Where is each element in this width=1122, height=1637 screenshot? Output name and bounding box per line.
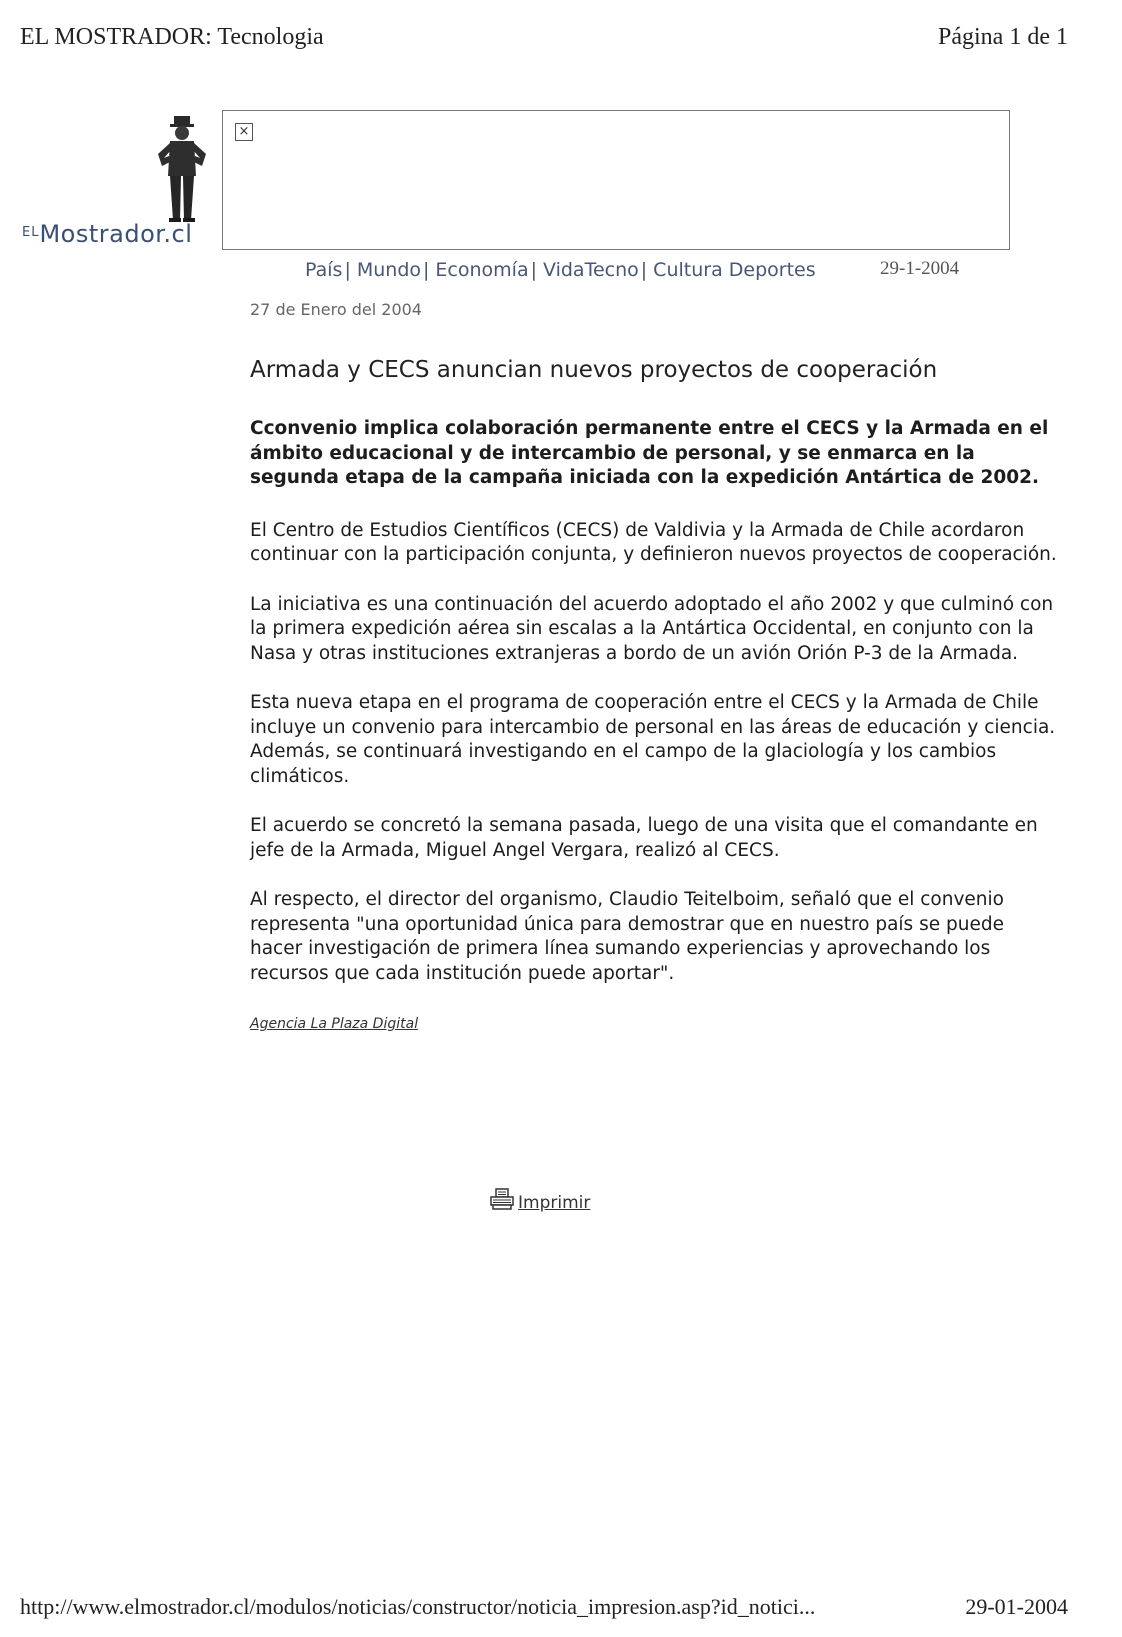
standing-man-figure-icon	[152, 114, 216, 226]
print-footer-date: 29-01-2004	[965, 1594, 1068, 1619]
logo-text	[22, 220, 192, 248]
print-button[interactable]	[490, 1188, 590, 1213]
article-paragraph: La iniciativa es una continuación del acuerdo adoptado el año 2002 y que culminó con la primera expedición aérea sin escalas a la Antártica Occidental, en conjunto con la Nasa y otras instituciones extranjeras a bordo de un avión Orión P-3 de la Armada.	[250, 593, 1054, 664]
logo-prefix: EL	[22, 225, 40, 240]
article-source-link[interactable]: Agencia La Plaza Digital	[250, 1016, 419, 1032]
main-nav	[305, 259, 816, 281]
article-date: 27 de Enero del 2004	[250, 300, 422, 319]
site-logo[interactable]	[22, 114, 216, 254]
nav-separator: |	[530, 259, 538, 281]
article-headline: Armada y CECS anuncian nuevos proyectos de cooperación	[250, 357, 938, 383]
article-paragraph: Esta nueva etapa en el programa de cooperación entre el CECS y la Armada de Chile incluye un convenio para intercambio de personal en las áreas de educación y ciencia. Además, se continuará investigando en el campo de la glaciología y los cambios climáticos.	[250, 692, 1056, 787]
article-paragraph: Al respecto, el director del organismo, Claudio Teitelboim, señaló que el convenio representa "una oportunidad única para demostrar que en nuestro país se puede hacer investigación de primera línea sumando experiencias y aprovechando los recursos que cada institución puede aportar".	[250, 889, 1004, 984]
article-lead: Cconvenio implica colaboración permanente entre el CECS y la Armada en el ámbito educacional y de intercambio de personal, y se enmarca en la segunda etapa de la campaña iniciada con la expedición Antártica de 2002.	[250, 418, 1049, 488]
nav-item-deportes[interactable]: Deportes	[728, 259, 816, 281]
nav-item-vidatecno[interactable]: VidaTecno	[543, 259, 639, 281]
nav-item-economia[interactable]: Economía	[435, 259, 529, 281]
nav-item-mundo[interactable]: Mundo	[356, 259, 422, 281]
article-paragraph: El Centro de Estudios Científicos (CECS) de Valdivia y la Armada de Chile acordaron continuar con la participación conjunta, y definieron nuevos proyectos de cooperación.	[250, 519, 1057, 565]
print-label: Imprimir	[518, 1193, 591, 1213]
stamp-date: 29-1-2004	[880, 258, 960, 279]
article	[250, 300, 1062, 1032]
nav-item-cultura[interactable]: Cultura	[653, 259, 723, 281]
nav-separator: |	[344, 259, 351, 281]
print-header-page-info: Página 1 de 1	[938, 24, 1068, 50]
article-paragraph: El acuerdo se concretó la semana pasada, luego de una visita que el comandante en jefe de la Armada, Miguel Angel Vergara, realizó al CECS.	[250, 815, 1038, 861]
nav-item-pais[interactable]: País	[305, 259, 343, 281]
broken-image-icon[interactable]: ×	[235, 123, 253, 141]
nav-separator: |	[640, 259, 648, 281]
ad-banner[interactable]	[222, 110, 1010, 250]
print-header-title: EL MOSTRADOR: Tecnologia	[20, 24, 324, 50]
print-footer-url: http://www.elmostrador.cl/modulos/noticias/constructor/noticia_impresion.asp?id_notici...	[20, 1594, 816, 1619]
nav-separator: |	[423, 259, 430, 281]
logo-name: Mostrador.cl	[39, 220, 193, 248]
printer-icon	[490, 1188, 514, 1210]
